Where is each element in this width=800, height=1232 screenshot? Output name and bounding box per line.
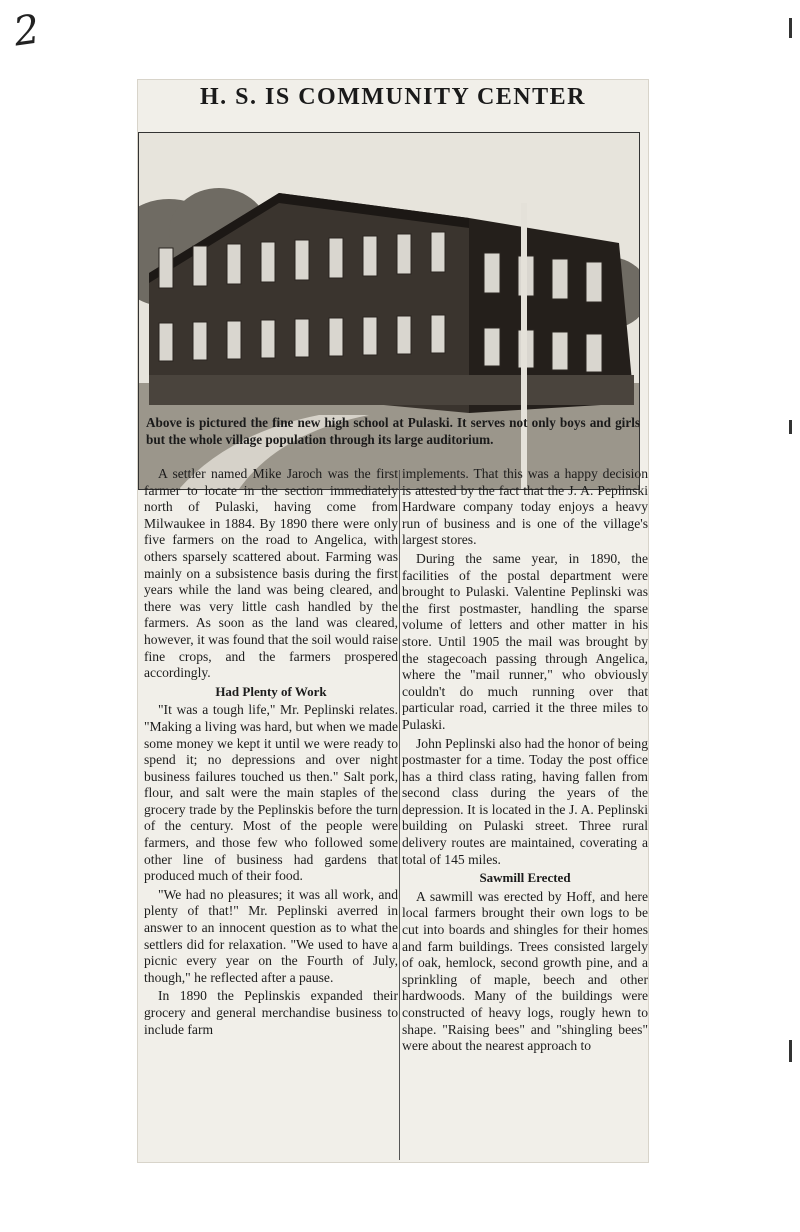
paragraph: During the same year, in 1890, the facilities of the postal department were brought to Pulaski. Valentine Peplinski was the first postmaster, handling the sparse volume of letters and other matter in his store. Until 1905 the mail was brought by the stagecoach passing through Angelica, where the "mail runner," who obviously couldn't do much running over that particular road, carried it the three miles to Pulaski. xyxy=(402,550,648,732)
paragraph: "We had no pleasures; it was all work, and plenty of that!" Mr. Peplinski averred in answer to an innocent question as to what the settlers did for relaxation. "We used to have a picnic every year on the Fourth of July, though," he reflected after a pause. xyxy=(144,886,398,985)
building-window xyxy=(329,238,343,278)
building-window xyxy=(484,253,500,293)
building-window xyxy=(552,259,568,299)
building-window xyxy=(261,242,275,282)
headline: H. S. IS COMMUNITY CENTER xyxy=(200,84,586,110)
building-window xyxy=(586,262,602,302)
building-window xyxy=(363,236,377,276)
paragraph: John Peplinski also had the honor of being postmaster for a time. Today the post office has a third class rating, having fallen from second class during the years of the depression. It is located in the J. A. Peplinski building on Pulaski street. Three rural delivery routes are maintained, coverating a total of 145 miles. xyxy=(402,735,648,867)
column-divider xyxy=(399,470,400,1160)
paragraph: "It was a tough life," Mr. Peplinski relates. "Making a living was hard, but when we made some money we kept it until we were ready to spend it; no depressions and over night business failures touched us then." Salt pork, flour, and salt were the main staples of the grocery trade by the Peplinskis before the turn of the century. Most of the people were farmers, and those few who followed some other line of business had gardens that produced much of their food. xyxy=(144,702,398,884)
building-window xyxy=(295,319,309,357)
article-column-left xyxy=(144,466,398,1040)
page-edge-mark xyxy=(789,1040,792,1062)
page-edge-mark xyxy=(789,18,792,38)
building-window xyxy=(397,316,411,354)
paragraph: implements. That this was a happy decision is attested by the fact that the J. A. Peplinski Hardware company today enjoys a heavy run of business and is one of the village's largest stores. xyxy=(402,466,648,548)
building-window xyxy=(484,328,500,366)
building-window xyxy=(159,323,173,361)
newspaper-clipping xyxy=(138,80,648,1162)
building-window xyxy=(193,322,207,360)
photo-caption: Above is pictured the fine new high school at Pulaski. It serves not only boys and girls but the whole village population through its large auditorium. xyxy=(146,415,640,447)
page-edge-mark xyxy=(789,420,792,434)
building-window xyxy=(363,317,377,355)
handwritten-page-number: 2 xyxy=(10,6,43,56)
building-window xyxy=(431,232,445,272)
building-window xyxy=(586,334,602,372)
building-window xyxy=(193,246,207,286)
building-window xyxy=(159,248,173,288)
subheading: Sawmill Erected xyxy=(479,870,571,886)
building-window xyxy=(295,240,309,280)
building-window xyxy=(431,315,445,353)
building-window xyxy=(397,234,411,274)
building-window xyxy=(227,321,241,359)
building-window xyxy=(329,318,343,356)
subheading: Had Plenty of Work xyxy=(215,683,327,699)
article-column-right xyxy=(402,466,648,1057)
building-window xyxy=(261,320,275,358)
paragraph: A sawmill was erected by Hoff, and here local farmers brought their own logs to be cut into boards and shingles for their homes and farm buildings. Trees consisted largely of oak, hemlock, second growth pine, and a sprinkling of maple, beech and other hardwoods. Many of the buildings were constructed of heavy logs, rougly hewn to shape. "Raising bees" and "shingling bees" were about the nearest approach to xyxy=(402,888,648,1054)
building-window xyxy=(227,244,241,284)
paragraph: A settler named Mike Jaroch was the first farmer to locate in the section immediately north of Pulaski, having come from Milwaukee in 1884. By 1890 there were only five farmers on the road to Angelica, with others sparsely scattered about. Farming was mainly on a subsistence basis during the first years while the land was being cleared, and there was very little cash handled by the farmers. As soon as the land was cleared, however, it was found that the soil would raise fine crops, and the farmers prospered accordingly. xyxy=(144,466,398,681)
paragraph: In 1890 the Peplinskis expanded their grocery and general merchandise business to include farm xyxy=(144,988,398,1037)
building-window xyxy=(552,332,568,370)
